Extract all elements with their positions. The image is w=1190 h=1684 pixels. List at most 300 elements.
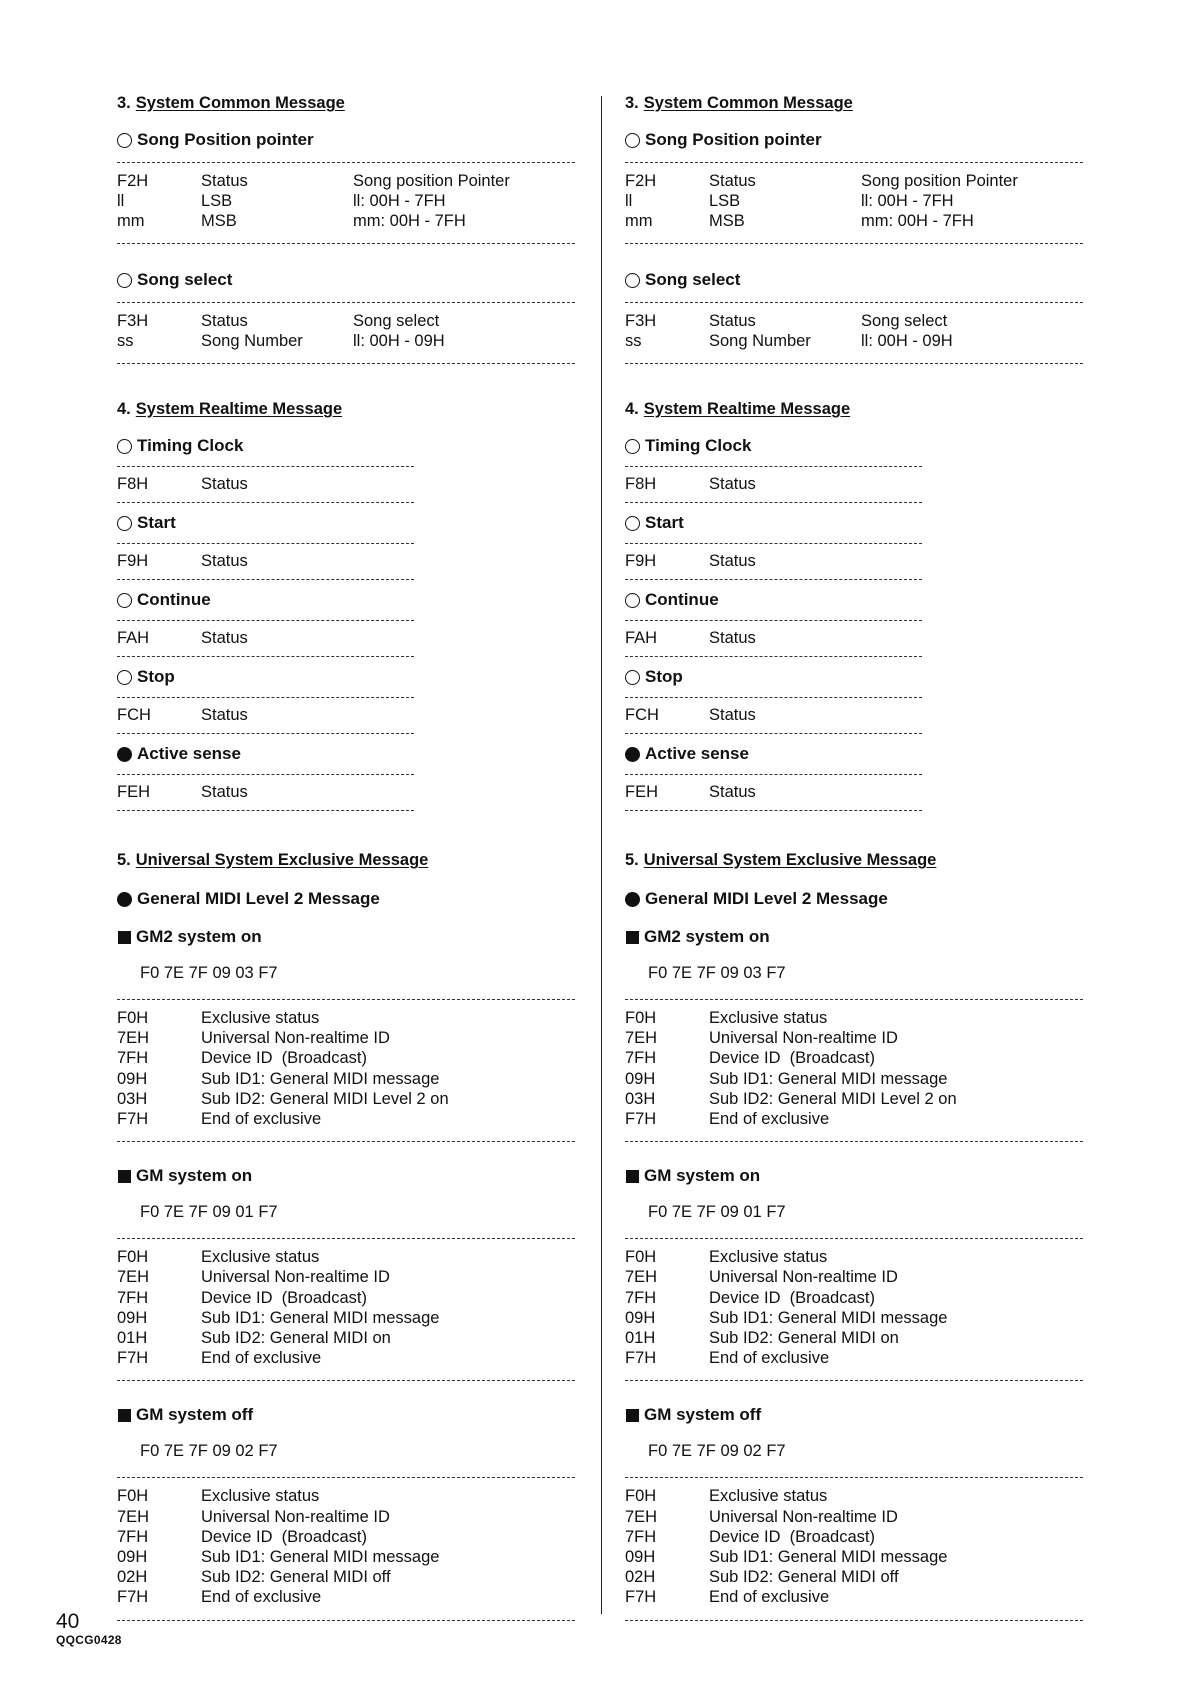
message-table xyxy=(117,544,353,579)
description-cell: Exclusive status xyxy=(709,1487,828,1506)
table-row xyxy=(117,1328,439,1348)
spacer xyxy=(625,1478,1083,1486)
spacer xyxy=(625,420,1083,434)
spacer xyxy=(625,292,1083,302)
table-row xyxy=(625,1547,947,1567)
filled-square-icon xyxy=(118,1409,131,1422)
description-cell: ll: 00H - 7FH xyxy=(353,192,446,210)
subsection-heading xyxy=(117,588,575,612)
table-row xyxy=(117,1288,439,1308)
subsection-heading xyxy=(117,128,575,152)
subsection-title: GM2 system on xyxy=(136,927,262,946)
description-cell: Universal Non-realtime ID xyxy=(709,1029,898,1048)
table-row xyxy=(625,1486,947,1506)
description-cell: Song Number xyxy=(201,332,303,350)
subsection-title: Start xyxy=(645,513,684,532)
open-circle-icon xyxy=(625,593,640,608)
subsection-heading xyxy=(117,742,575,766)
description-cell: Device ID (Broadcast) xyxy=(709,1527,875,1546)
section-number: 5. xyxy=(117,851,131,869)
message-table xyxy=(625,1008,957,1129)
subsection-title: Stop xyxy=(645,667,683,686)
description-cell: Universal Non-realtime ID xyxy=(201,1268,390,1287)
message-bytes: F0 7E 7F 09 01 F7 xyxy=(648,1203,786,1222)
subsection-title: GM system on xyxy=(136,1166,253,1186)
spacer xyxy=(625,244,1083,268)
spacer xyxy=(117,1608,575,1620)
filled-square-icon xyxy=(626,1170,639,1183)
message-table xyxy=(625,311,953,351)
description-cell: Device ID (Broadcast) xyxy=(201,1288,367,1307)
hex-code-cell: F0H xyxy=(117,1248,149,1267)
subsection-title: Continue xyxy=(645,590,719,609)
subsection-title: Song Position pointer xyxy=(137,130,314,149)
spacer xyxy=(625,1368,1083,1380)
open-circle-icon xyxy=(625,439,640,454)
right-column xyxy=(625,92,1083,1621)
subsection-heading xyxy=(625,1403,1083,1427)
message-table xyxy=(117,698,353,733)
spacer xyxy=(117,612,575,620)
spacer xyxy=(625,1427,1083,1441)
table-row xyxy=(117,1507,439,1527)
hex-code-cell: 7EH xyxy=(117,1029,150,1048)
description-cell: Exclusive status xyxy=(709,1009,828,1027)
spacer xyxy=(117,1222,575,1238)
description-cell: Universal Non-realtime ID xyxy=(201,1029,390,1048)
subsection-heading xyxy=(625,268,1083,292)
section-title: System Realtime Message xyxy=(135,400,343,418)
description-cell: mm: 00H - 7FH xyxy=(353,212,466,230)
spacer xyxy=(117,911,575,925)
spacer xyxy=(625,1142,1083,1164)
spacer xyxy=(117,689,575,697)
section-heading xyxy=(117,398,575,420)
description-cell: Sub ID1: General MIDI message xyxy=(201,1548,440,1567)
section-number: 4. xyxy=(117,400,131,418)
spacer xyxy=(117,364,575,398)
description-cell: Exclusive status xyxy=(709,1248,828,1267)
description-cell: Sub ID1: General MIDI message xyxy=(709,1548,948,1567)
subsection-heading xyxy=(117,925,575,949)
hex-code-cell: F9H xyxy=(117,552,149,570)
table-row xyxy=(117,1069,449,1089)
hex-code-cell: FCH xyxy=(117,706,151,724)
dashed-rule xyxy=(625,1620,1083,1621)
table-row xyxy=(117,331,445,351)
hex-code-cell: FEH xyxy=(625,783,658,801)
hex-code-cell: F0H xyxy=(625,1248,657,1267)
description-cell: Status xyxy=(709,783,756,801)
message-table xyxy=(117,467,353,502)
spacer xyxy=(117,1368,575,1380)
hex-code-cell: F2H xyxy=(117,172,149,190)
message-table xyxy=(625,1486,947,1607)
spacer xyxy=(117,819,575,849)
spacer xyxy=(625,231,1083,243)
table-row xyxy=(625,191,1018,211)
spacer xyxy=(625,364,1083,398)
table-row xyxy=(117,621,353,656)
message-table xyxy=(625,698,861,733)
hex-code-cell: 09H xyxy=(625,1069,656,1088)
hex-code-cell: 7EH xyxy=(625,1507,658,1526)
section-heading xyxy=(117,849,575,871)
section-number: 5. xyxy=(625,851,639,869)
description-cell: Status xyxy=(201,629,248,647)
description-cell: Song position Pointer xyxy=(353,172,510,190)
spacer xyxy=(117,420,575,434)
message-table xyxy=(117,775,353,810)
spacer xyxy=(117,351,575,363)
description-cell: Status xyxy=(709,172,756,190)
description-cell: End of exclusive xyxy=(709,1588,830,1607)
spacer xyxy=(625,1461,1083,1477)
filled-square-icon xyxy=(626,931,639,944)
table-row xyxy=(625,1527,947,1547)
subsection-title: General MIDI Level 2 Message xyxy=(137,889,380,908)
table-row xyxy=(117,1547,439,1567)
subsection-title: Song Position pointer xyxy=(645,130,822,149)
subsection-title: Timing Clock xyxy=(137,436,244,455)
hex-code-cell: FEH xyxy=(117,783,150,801)
description-cell: Status xyxy=(201,783,248,801)
description-cell: Exclusive status xyxy=(201,1009,320,1027)
subsection-title: Timing Clock xyxy=(645,436,752,455)
description-cell: Status xyxy=(709,629,756,647)
spacer xyxy=(625,983,1083,999)
description-cell: LSB xyxy=(201,192,233,210)
hex-code-cell: 03H xyxy=(117,1089,148,1108)
table-row xyxy=(625,1288,947,1308)
hex-code-cell: FCH xyxy=(625,706,659,724)
hex-code-cell: F7H xyxy=(117,1588,149,1607)
spacer xyxy=(625,766,1083,774)
open-circle-icon xyxy=(117,273,132,288)
spacer xyxy=(625,612,1083,620)
description-cell: Song Number xyxy=(709,332,811,350)
description-cell: Status xyxy=(709,552,756,570)
section-title: System Common Message xyxy=(643,94,853,112)
subsection-heading xyxy=(625,665,1083,689)
spacer xyxy=(625,503,1083,511)
hex-code-cell: 09H xyxy=(625,1548,656,1567)
table-row xyxy=(625,775,861,810)
table-row xyxy=(117,544,353,579)
table-row xyxy=(117,1028,449,1048)
table-row xyxy=(625,1587,947,1607)
hex-code-cell: F8H xyxy=(117,475,149,493)
description-cell: Sub ID1: General MIDI message xyxy=(709,1308,948,1327)
description-cell: Status xyxy=(201,312,248,330)
message-table xyxy=(117,311,445,351)
table-row xyxy=(117,1008,449,1028)
description-cell: Sub ID1: General MIDI message xyxy=(201,1308,440,1327)
table-row xyxy=(625,211,1018,231)
table-row xyxy=(625,621,861,656)
message-bytes: F0 7E 7F 09 02 F7 xyxy=(140,1442,278,1461)
hex-code-cell: F0H xyxy=(625,1009,657,1027)
spacer xyxy=(625,114,1083,128)
description-cell: Status xyxy=(709,475,756,493)
subsection-title: Active sense xyxy=(645,744,749,763)
spacer xyxy=(625,152,1083,162)
table-row xyxy=(117,1308,439,1328)
section-heading xyxy=(625,92,1083,114)
table-row xyxy=(117,467,353,502)
message-table xyxy=(625,544,861,579)
description-cell: Status xyxy=(201,552,248,570)
table-row xyxy=(625,1069,957,1089)
description-cell: Exclusive status xyxy=(201,1487,320,1506)
subsection-heading xyxy=(117,887,575,911)
table-row xyxy=(117,311,445,331)
hex-code-cell: 7EH xyxy=(117,1268,150,1287)
table-row xyxy=(117,1247,439,1267)
table-row xyxy=(625,698,861,733)
spacer xyxy=(625,1129,1083,1141)
subsection-heading xyxy=(117,665,575,689)
description-cell: Status xyxy=(201,706,248,724)
table-row xyxy=(117,1527,439,1547)
description-cell: ll: 00H - 09H xyxy=(353,332,445,350)
message-table xyxy=(117,1008,449,1129)
message-bytes: F0 7E 7F 09 03 F7 xyxy=(140,964,278,982)
table-row xyxy=(625,1048,957,1068)
spacer xyxy=(625,458,1083,466)
hex-code-cell: F0H xyxy=(117,1009,149,1027)
spacer xyxy=(117,244,575,268)
description-cell: Song select xyxy=(353,312,440,330)
spacer xyxy=(625,811,1083,819)
description-cell: LSB xyxy=(709,192,741,210)
filled-circle-icon xyxy=(625,747,640,762)
message-table xyxy=(625,171,1018,231)
subsection-title: GM system off xyxy=(644,1405,762,1425)
subsection-title: GM2 system on xyxy=(644,927,770,946)
subsection-heading xyxy=(625,588,1083,612)
spacer xyxy=(117,766,575,774)
subsection-heading xyxy=(117,434,575,458)
subsection-title: Active sense xyxy=(137,744,241,763)
spacer xyxy=(117,292,575,302)
hex-code-cell: 01H xyxy=(117,1329,148,1348)
description-cell: Sub ID2: General MIDI on xyxy=(709,1329,899,1348)
hex-code-cell: 7FH xyxy=(625,1288,657,1307)
hex-code-cell: 09H xyxy=(117,1548,148,1567)
table-row xyxy=(117,1486,439,1506)
spacer xyxy=(625,1608,1083,1620)
dashed-rule xyxy=(117,1620,575,1621)
subsection-title: Stop xyxy=(137,667,175,686)
table-row xyxy=(625,467,861,502)
hex-code-cell: 7FH xyxy=(117,1049,149,1068)
spacer xyxy=(117,1478,575,1486)
spacer xyxy=(117,1461,575,1477)
hex-code-cell: F3H xyxy=(117,312,149,330)
description-cell: Device ID (Broadcast) xyxy=(201,1049,367,1068)
spacer xyxy=(117,734,575,742)
section-number: 3. xyxy=(625,94,639,112)
hex-code-cell: 7FH xyxy=(625,1527,657,1546)
table-row xyxy=(625,1109,957,1129)
section-title: System Common Message xyxy=(135,94,345,112)
hex-code-cell: FAH xyxy=(625,629,658,647)
open-circle-icon xyxy=(625,670,640,685)
table-row xyxy=(117,1089,449,1109)
spacer xyxy=(625,949,1083,963)
hex-code-cell: 09H xyxy=(625,1308,656,1327)
subsection-title: Song select xyxy=(137,270,233,289)
spacer xyxy=(625,351,1083,363)
hex-code-cell: 7FH xyxy=(117,1527,149,1546)
spacer xyxy=(625,163,1083,171)
table-row xyxy=(117,1109,449,1129)
spacer xyxy=(625,303,1083,311)
hex-code-cell: F9H xyxy=(625,552,657,570)
open-circle-icon xyxy=(117,133,132,148)
hex-code-cell: 7EH xyxy=(625,1268,658,1287)
section-heading xyxy=(625,849,1083,871)
filled-circle-icon xyxy=(117,747,132,762)
spacer xyxy=(117,152,575,162)
table-row xyxy=(117,698,353,733)
description-cell: End of exclusive xyxy=(201,1110,322,1129)
hex-code-cell: mm xyxy=(625,212,653,230)
hex-code-cell: F8H xyxy=(625,475,657,493)
message-table xyxy=(625,775,861,810)
table-row xyxy=(625,1507,947,1527)
table-row xyxy=(625,311,953,331)
section-number: 3. xyxy=(117,94,131,112)
table-row xyxy=(117,1587,439,1607)
message-bytes: F0 7E 7F 09 03 F7 xyxy=(648,964,786,982)
hex-code-cell: 7EH xyxy=(117,1507,150,1526)
spacer xyxy=(625,657,1083,665)
hex-code-cell: F7H xyxy=(117,1349,149,1368)
spacer xyxy=(117,1129,575,1141)
subsection-title: GM system off xyxy=(136,1405,254,1425)
subsection-heading xyxy=(625,511,1083,535)
spacer xyxy=(625,1188,1083,1202)
table-row xyxy=(117,211,510,231)
description-cell: ll: 00H - 7FH xyxy=(861,192,954,210)
table-row xyxy=(625,1308,947,1328)
spacer xyxy=(117,1239,575,1247)
filled-square-icon xyxy=(118,1170,131,1183)
hex-code-cell: 02H xyxy=(117,1568,148,1587)
description-cell: Sub ID2: General MIDI on xyxy=(201,1329,391,1348)
table-row xyxy=(625,544,861,579)
description-cell: Sub ID1: General MIDI message xyxy=(709,1069,948,1088)
message-bytes: F0 7E 7F 09 02 F7 xyxy=(648,1442,786,1461)
message-table xyxy=(117,621,353,656)
filled-circle-icon xyxy=(625,892,640,907)
subsection-heading xyxy=(117,1164,575,1188)
hex-code-cell: F7H xyxy=(625,1110,657,1129)
table-row xyxy=(625,1008,957,1028)
hex-code-cell: ll xyxy=(117,192,125,210)
description-cell: Status xyxy=(709,706,756,724)
table-row xyxy=(625,171,1018,191)
description-cell: Device ID (Broadcast) xyxy=(709,1288,875,1307)
spacer xyxy=(117,114,575,128)
description-cell: mm: 00H - 7FH xyxy=(861,212,974,230)
table-row xyxy=(117,1348,439,1368)
message-table xyxy=(117,171,510,231)
spacer xyxy=(117,1381,575,1403)
hex-code-cell: mm xyxy=(117,212,145,230)
subsection-heading xyxy=(625,1164,1083,1188)
table-row xyxy=(625,1348,947,1368)
spacer xyxy=(117,303,575,311)
filled-square-icon xyxy=(626,1409,639,1422)
spacer xyxy=(117,811,575,819)
spacer xyxy=(117,1188,575,1202)
description-cell: Universal Non-realtime ID xyxy=(201,1507,390,1526)
description-cell: Exclusive status xyxy=(201,1248,320,1267)
description-cell: ll: 00H - 09H xyxy=(861,332,953,350)
subsection-heading xyxy=(117,511,575,535)
spacer xyxy=(625,580,1083,588)
description-cell: Status xyxy=(201,475,248,493)
spacer xyxy=(117,535,575,543)
spacer xyxy=(117,1427,575,1441)
description-cell: Sub ID2: General MIDI Level 2 on xyxy=(201,1089,449,1108)
hex-code-cell: F3H xyxy=(625,312,657,330)
spacer xyxy=(625,871,1083,887)
description-cell: Sub ID2: General MIDI Level 2 on xyxy=(709,1089,957,1108)
hex-code-cell: 7EH xyxy=(625,1029,658,1048)
spacer xyxy=(117,657,575,665)
description-cell: End of exclusive xyxy=(709,1110,830,1129)
spacer xyxy=(625,1239,1083,1247)
open-circle-icon xyxy=(625,133,640,148)
hex-code-cell: 09H xyxy=(117,1308,148,1327)
hex-code-cell: ss xyxy=(625,332,642,350)
table-row xyxy=(117,1567,439,1587)
hex-code-cell: FAH xyxy=(117,629,150,647)
spacer xyxy=(117,458,575,466)
message-table xyxy=(117,1486,439,1607)
hex-code-cell: 03H xyxy=(625,1089,656,1108)
table-row xyxy=(117,191,510,211)
spacer xyxy=(117,163,575,171)
spacer xyxy=(625,689,1083,697)
spacer xyxy=(117,231,575,243)
message-table xyxy=(117,1247,439,1368)
filled-circle-icon xyxy=(117,892,132,907)
table-row xyxy=(625,1247,947,1267)
subsection-title: Continue xyxy=(137,590,211,609)
message-table xyxy=(625,1247,947,1368)
table-row xyxy=(625,1028,957,1048)
hex-code-cell: F2H xyxy=(625,172,657,190)
description-cell: Sub ID2: General MIDI off xyxy=(201,1568,391,1587)
spacer xyxy=(625,535,1083,543)
subsection-title: Song select xyxy=(645,270,741,289)
description-cell: Status xyxy=(709,312,756,330)
hex-code-cell: F7H xyxy=(117,1110,149,1129)
subsection-title: GM system on xyxy=(644,1166,761,1186)
description-cell: Device ID (Broadcast) xyxy=(709,1049,875,1068)
subsection-heading xyxy=(625,128,1083,152)
subsection-heading xyxy=(625,742,1083,766)
open-circle-icon xyxy=(625,273,640,288)
section-heading xyxy=(117,92,575,114)
table-row xyxy=(117,775,353,810)
description-cell: Universal Non-realtime ID xyxy=(709,1268,898,1287)
